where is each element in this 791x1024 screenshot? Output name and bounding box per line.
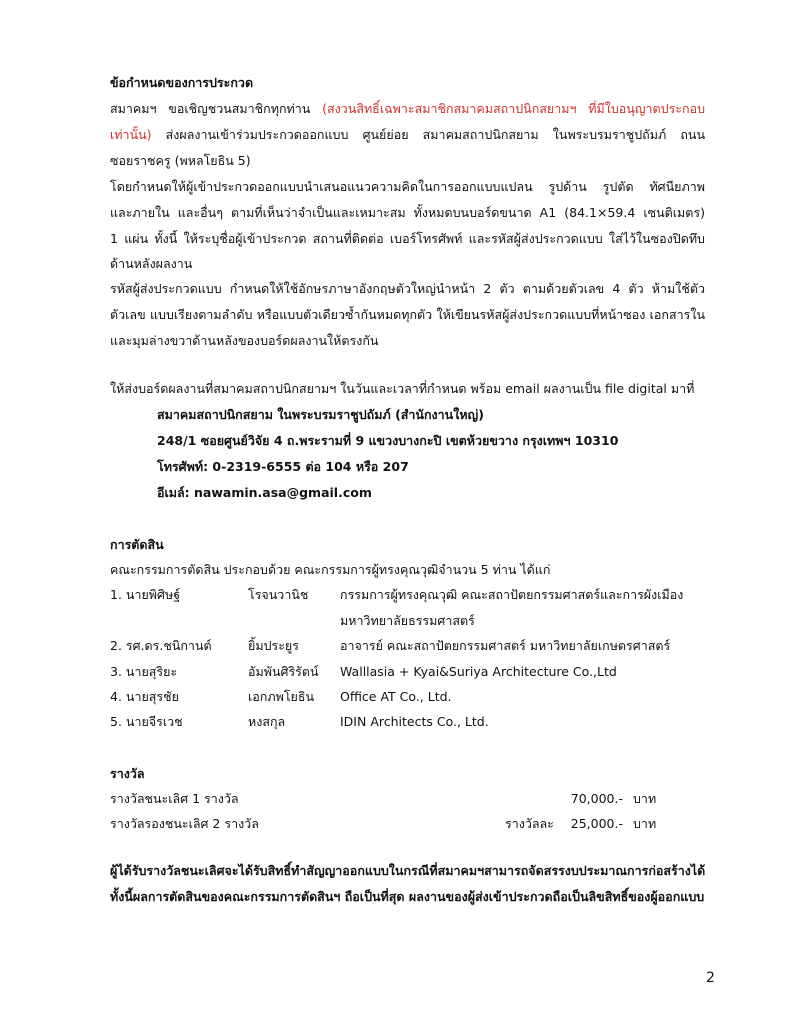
judging-heading: การตัดสิน [110, 537, 164, 552]
closing-line: ผู้ได้รับรางวัลชนะเลิศจะได้รับสิทธิ์ทำสัญญาออกแบบในกรณีที่สมาคมฯสามารถจัดสรรงบประมาณการก่อสร้างได้ [110, 863, 706, 878]
rules-line: และภายใน และอื่นๆ ตามที่เห็นว่าจำเป็นและเหมาะสม ทั้งหมดบนบอร์ดขนาด A1 (84.1×59.4 เซนติเมตร) [110, 205, 705, 220]
closing-line: ทั้งนี้ผลการตัดสินของคณะกรรมการตัดสินฯ ถือเป็นที่สุด ผลงานของผู้ส่งเข้าประกวดถือเป็นลิขสิทธิ์ของผู้ออกแบบ [110, 889, 705, 904]
rules-line: รหัสผู้ส่งประกวดแบบ กำหนดให้ใช้อักษรภาษาอังกฤษตัวใหญ่นำหน้า 2 ตัว ตามด้วยตัวเลข 4 ตัว ห้ามใช้ตัว [110, 281, 705, 296]
members-only-note-end: เท่านั้น) [110, 127, 152, 142]
rules-heading: ข้อกำหนดของการประกวด [110, 75, 254, 90]
rules-line: และมุมล่างขวาด้านหลังของบอร์ดผลงานให้ตรงกัน [110, 333, 379, 348]
rules-line: ตัวเลข แบบเรียงตามลำดับ หรือแบบตัวเดียวซ้ำกันหมดทุกตัว ให้เขียนรหัสผู้ส่งประกวดแบบที่หน้าซอง เอกสารใน [110, 307, 705, 322]
submission-phone: โทรศัพท์: 0-2319-6555 ต่อ 104 หรือ 207 [157, 459, 409, 474]
submission-address: 248/1 ซอยศูนย์วิจัย 4 ถ.พระรามที่ 9 แขวงบางกะปิ เขตห้วยขวาง กรุงเทพฯ 10310 [157, 433, 619, 448]
submission-email: อีเมล์: nawamin.asa@gmail.com [157, 485, 372, 500]
rules-line: เท่านั้น) ส่งผลงานเข้าร่วมประกวดออกแบบ ศูนย์ย่อย สมาคมสถาปนิกสยาม ในพระบรมราชูปถัมภ์ ถนน [110, 127, 705, 142]
page-number: 2 [706, 970, 715, 986]
rules-line: 1 แผ่น ทั้งนี้ ให้ระบุชื่อผู้เข้าประกวด สถานที่ติดต่อ เบอร์โทรศัพท์ และรหัสผู้ส่งประกวดแบบ ใส่ไว้ในซองปิดทึบ [110, 231, 705, 246]
submission-intro: ให้ส่งบอร์ดผลงานที่สมาคมสถาปนิกสยามฯ ในวันและเวลาที่กำหนด พร้อม email ผลงานเป็น file digital มาที่ [110, 381, 695, 396]
judging-intro: คณะกรรมการตัดสิน ประกอบด้วย คณะกรรมการผู้ทรงคุณวุฒิจำนวน 5 ท่าน ได้แก่ [110, 562, 551, 577]
members-only-note: (สงวนสิทธิ์เฉพาะสมาชิกสมาคมสถาปนิกสยามฯ ที่มีใบอนุญาตประกอบ [322, 101, 705, 116]
submission-org: สมาคมสถาปนิกสยาม ในพระบรมราชูปถัมภ์ (สำนักงานใหญ่) [157, 407, 484, 422]
rules-line: ด้านหลังผลงาน [110, 256, 193, 271]
rules-line: โดยกำหนดให้ผู้เข้าประกวดออกแบบนำเสนอแนวความคิดในการออกแบบแปลน รูปด้าน รูปตัด ทัศนียภาพ [110, 179, 705, 194]
rules-line: ซอยราชครู (พหลโยธิน 5) [110, 153, 251, 168]
awards-heading: รางวัล [110, 766, 145, 781]
rules-line: สมาคมฯ ขอเชิญชวนสมาชิกทุกท่าน (สงวนสิทธิ์เฉพาะสมาชิกสมาคมสถาปนิกสยามฯ ที่มีใบอนุญาตประกอบ [110, 100, 705, 118]
